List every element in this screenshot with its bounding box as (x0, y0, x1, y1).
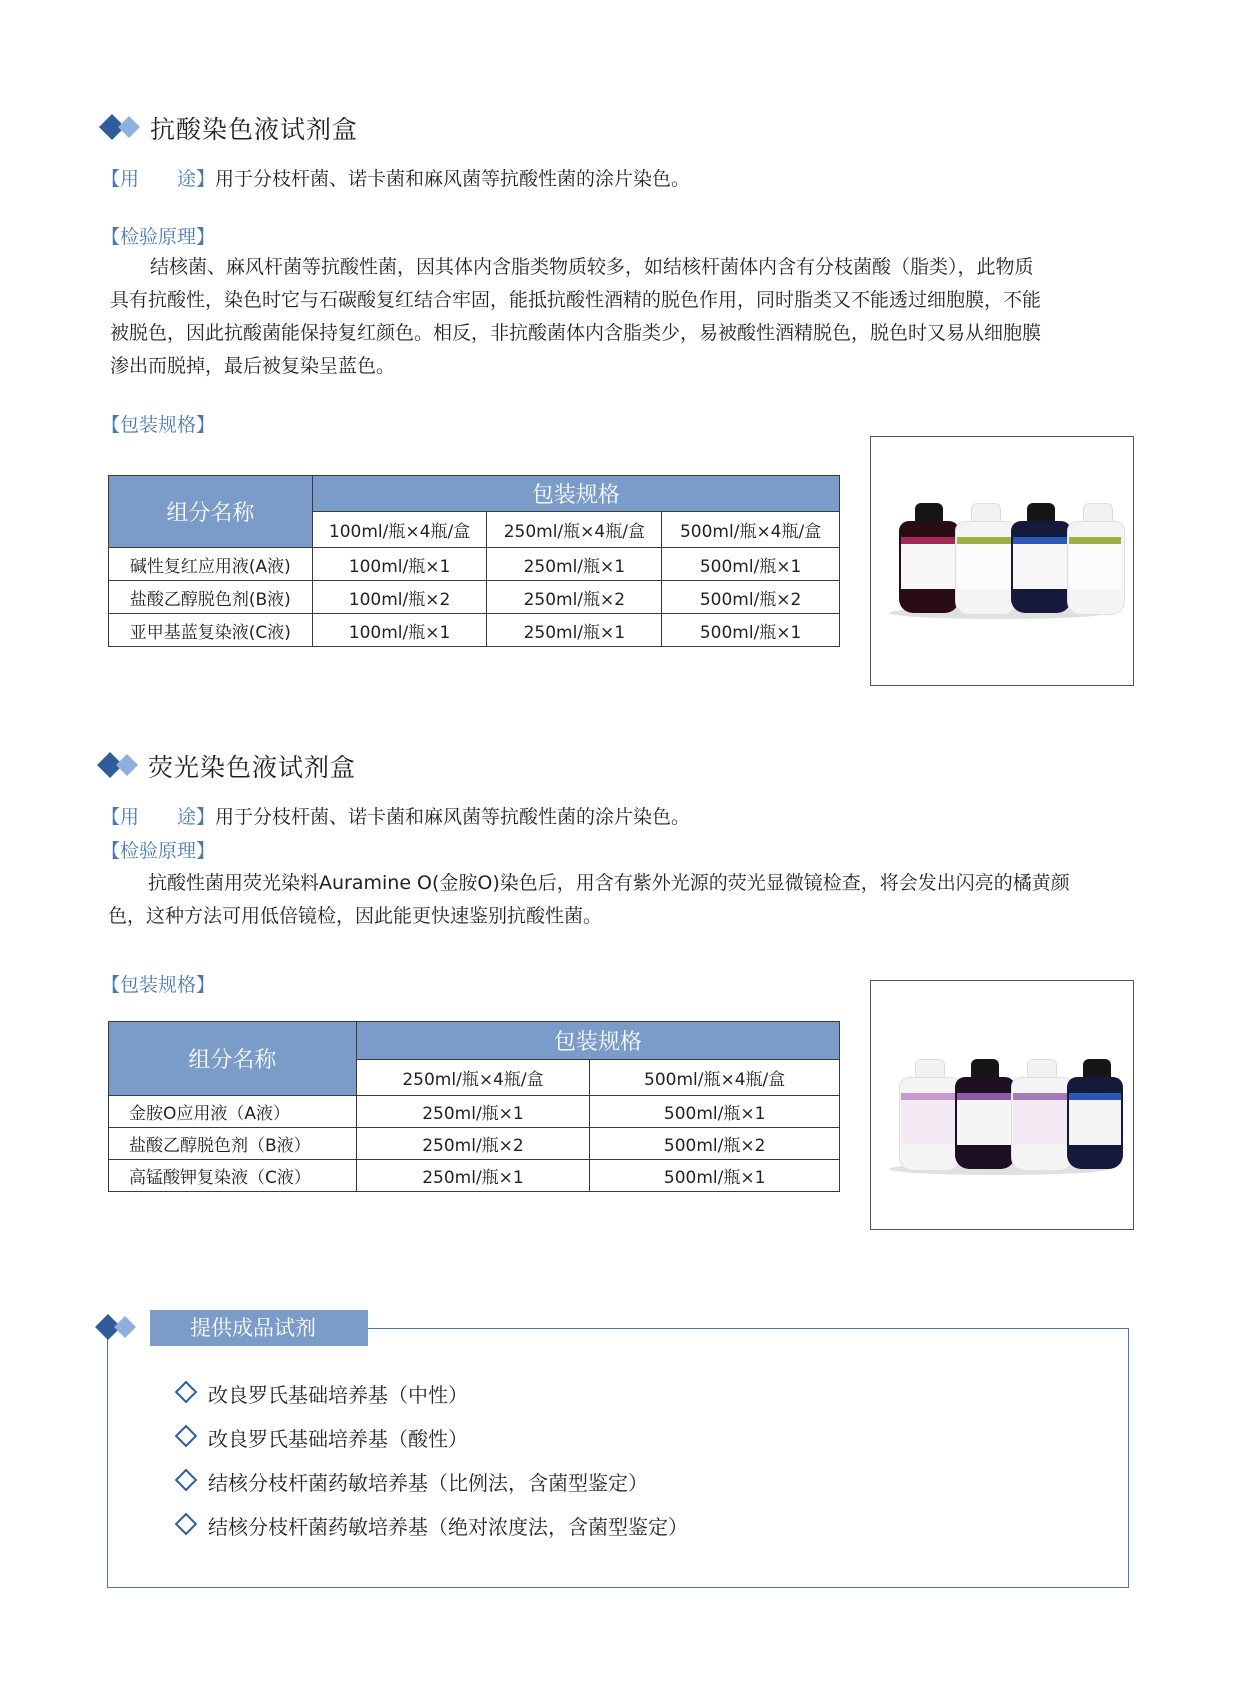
list-item-label: 改良罗氏基础培养基（中性） (208, 1383, 468, 1407)
product-photo-1 (870, 436, 1134, 686)
usage-label: 【用 途】 (101, 806, 216, 828)
size-header: 500ml/瓶×4瓶/盒 (590, 1060, 840, 1096)
label-band (901, 1093, 957, 1100)
col-name-header: 组分名称 (109, 1022, 357, 1096)
label-band (901, 537, 957, 544)
table-cell: 250ml/瓶×1 (356, 1096, 590, 1128)
component-name: 亚甲基蓝复染液(C液) (109, 614, 313, 647)
table-cell: 250ml/瓶×2 (487, 581, 662, 614)
label-band (1069, 1093, 1121, 1100)
diamond-bullet-icon (175, 1425, 198, 1448)
bottle-label (1013, 537, 1069, 589)
principle-label: 【检验原理】 (101, 226, 216, 248)
table-cell: 100ml/瓶×1 (312, 548, 487, 581)
bottle-label (957, 537, 1013, 589)
table-cell: 250ml/瓶×1 (487, 548, 662, 581)
spec-table-2 (108, 1021, 840, 1192)
principle-line: 渗出而脱掉，最后被复染呈蓝色。 (110, 355, 396, 377)
principle-line: 抗酸性菌用荧光染料Auramine O(金胺O)染色后，用含有紫外光源的荧光显微镜检查，将会发出闪亮的橘黄颜 (148, 872, 1070, 894)
section1-usage (101, 164, 690, 191)
section-diamond-icon (96, 750, 142, 780)
bottle-label (957, 1093, 1013, 1145)
package-label: 【包装规格】 (101, 974, 216, 996)
diamond-bullet-icon (175, 1381, 198, 1404)
section1-principle (110, 251, 1140, 383)
list-item-label: 改良罗氏基础培养基（酸性） (208, 1427, 468, 1451)
label-band (1013, 1093, 1069, 1100)
table-row (109, 581, 840, 614)
component-name: 金胺O应用液（A液） (109, 1096, 357, 1128)
table-cell: 250ml/瓶×2 (356, 1128, 590, 1160)
table-cell: 100ml/瓶×2 (312, 581, 487, 614)
table-cell: 500ml/瓶×1 (590, 1096, 840, 1128)
list-item (178, 1423, 468, 1452)
table-row (109, 548, 840, 581)
usage-text: 用于分枝杆菌、诺卡菌和麻风菌等抗酸性菌的涂片染色。 (215, 168, 691, 190)
section-diamond-icon (98, 112, 144, 142)
diamond-bullet-icon (175, 1513, 198, 1536)
list-item (178, 1379, 468, 1408)
size-header: 500ml/瓶×4瓶/盒 (662, 512, 840, 548)
table-cell: 100ml/瓶×1 (312, 614, 487, 647)
col-name-header: 组分名称 (109, 476, 313, 548)
component-name: 高锰酸钾复染液（C液） (109, 1160, 357, 1192)
table-cell: 500ml/瓶×1 (662, 614, 840, 647)
table-cell: 500ml/瓶×1 (590, 1160, 840, 1192)
spec-table-1 (108, 475, 840, 647)
section2-principle (108, 867, 1143, 933)
principle-line: 色，这种方法可用低倍镜检，因此能更快速鉴别抗酸性菌。 (108, 905, 603, 927)
table-cell: 250ml/瓶×1 (356, 1160, 590, 1192)
table-cell: 500ml/瓶×1 (662, 548, 840, 581)
table-row (109, 1128, 840, 1160)
section2-title: 荧光染色液试剂盒 (148, 753, 357, 782)
label-band (957, 1093, 1013, 1100)
principle-line: 被脱色，因此抗酸菌能保持复红颜色。相反，非抗酸菌体内含脂类少，易被酸性酒精脱色，脱色时又易从细胞膜 (110, 322, 1042, 344)
usage-text: 用于分枝杆菌、诺卡菌和麻风菌等抗酸性菌的涂片染色。 (215, 806, 691, 828)
label-band (1013, 537, 1069, 544)
col-spec-header: 包装规格 (356, 1022, 839, 1060)
bottle-label (1013, 1093, 1069, 1145)
list-item (178, 1467, 648, 1496)
section3-title: 提供成品试剂 (150, 1310, 368, 1346)
label-band (1069, 537, 1121, 544)
package-label: 【包装规格】 (101, 414, 216, 436)
usage-label: 【用 途】 (101, 168, 216, 190)
section2-usage (101, 802, 690, 829)
list-item (178, 1511, 688, 1540)
section-diamond-icon (94, 1312, 140, 1342)
component-name: 盐酸乙醇脱色剂（B液） (109, 1128, 357, 1160)
size-header: 250ml/瓶×4瓶/盒 (487, 512, 662, 548)
table-cell: 500ml/瓶×2 (590, 1128, 840, 1160)
table-cell: 500ml/瓶×2 (662, 581, 840, 614)
reagent-box-top-line (367, 1328, 1128, 1329)
bottle-label (901, 1093, 957, 1145)
reagent-box (107, 1328, 1129, 1588)
table-row (109, 614, 840, 647)
principle-label: 【检验原理】 (101, 840, 216, 862)
table-row (109, 1160, 840, 1192)
list-item-label: 结核分枝杆菌药敏培养基（比例法，含菌型鉴定） (208, 1471, 648, 1495)
table-cell: 250ml/瓶×1 (487, 614, 662, 647)
label-band (957, 537, 1013, 544)
section1-title: 抗酸染色液试剂盒 (150, 115, 359, 144)
list-item-label: 结核分枝杆菌药敏培养基（绝对浓度法，含菌型鉴定） (208, 1515, 688, 1539)
product-photo-2 (870, 980, 1134, 1230)
table-row (109, 1096, 840, 1128)
col-spec-header: 包装规格 (312, 476, 839, 512)
principle-line: 具有抗酸性，染色时它与石碳酸复红结合牢固，能抵抗酸性酒精的脱色作用，同时脂类又不能透过细胞膜，不能 (110, 289, 1042, 311)
bottle-label (1069, 537, 1121, 589)
diamond-bullet-icon (175, 1469, 198, 1492)
principle-line: 结核菌、麻风杆菌等抗酸性菌，因其体内含脂类物质较多，如结核杆菌体内含有分枝菌酸（脂类），此物质 (150, 256, 1034, 278)
size-header: 100ml/瓶×4瓶/盒 (312, 512, 487, 548)
component-name: 碱性复红应用液(A液) (109, 548, 313, 581)
bottle-label (901, 537, 957, 589)
size-header: 250ml/瓶×4瓶/盒 (356, 1060, 590, 1096)
bottle-label (1069, 1093, 1121, 1145)
component-name: 盐酸乙醇脱色剂(B液) (109, 581, 313, 614)
